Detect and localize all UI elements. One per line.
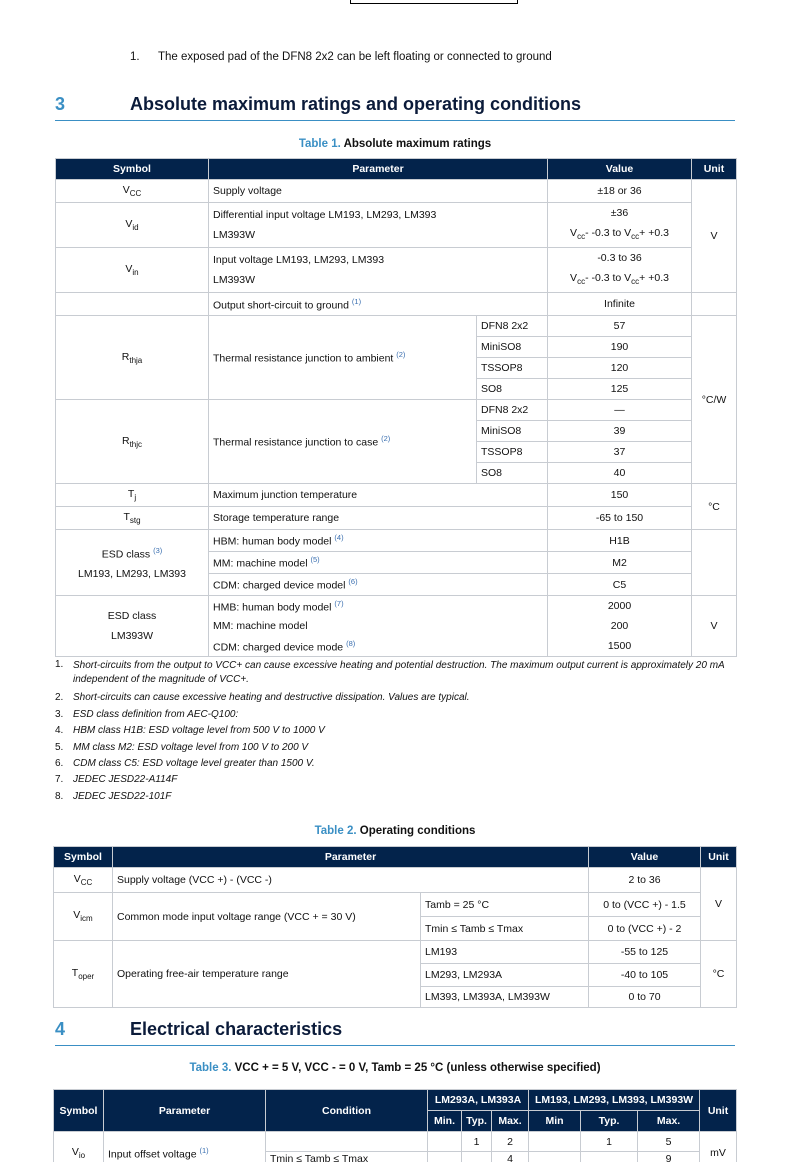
header-symbol: Symbol bbox=[56, 159, 209, 180]
unit: V bbox=[692, 596, 737, 657]
figure-note bbox=[130, 51, 552, 63]
symbol: $V_{id}$ bbox=[56, 203, 209, 248]
header-max: Max. bbox=[492, 1111, 529, 1132]
table-row bbox=[56, 484, 737, 507]
value: 190 bbox=[548, 337, 692, 358]
parameter: Supply voltage (VCC +) - (VCC -) bbox=[113, 868, 589, 893]
header-parameter: Parameter bbox=[104, 1090, 266, 1132]
table-header bbox=[54, 1090, 737, 1111]
value bbox=[428, 1152, 462, 1162]
value bbox=[462, 1152, 492, 1162]
value: ±36 $V_{cc}-$ -0.3 to $V_{cc}+ +0.3$ bbox=[548, 203, 692, 248]
table-header bbox=[56, 159, 737, 180]
parameter: Input voltage LM193, LM293, LM393 LM393W bbox=[209, 248, 548, 293]
unit: V bbox=[692, 180, 737, 293]
header-symbol: Symbol bbox=[54, 1090, 104, 1132]
symbol: $V_{icm}$ bbox=[54, 893, 113, 941]
value: 1 bbox=[581, 1132, 638, 1152]
value: -40 to 105 bbox=[589, 964, 701, 987]
parameter: CDM: charged device model $^{(6)}$ bbox=[209, 574, 548, 596]
operating-conditions-table bbox=[53, 846, 737, 1008]
value: 150 bbox=[548, 484, 692, 507]
parameter: MM: machine model $^{(5)}$ bbox=[209, 552, 548, 574]
symbol: ESD class $^{(3)}$ LM193, LM293, LM393 bbox=[56, 530, 209, 596]
value: ±18 or 36 bbox=[548, 180, 692, 203]
footnote: 6. CDM class C5: ESD voltage level greater than 1500 V. bbox=[55, 757, 315, 769]
value: 0 to 70 bbox=[589, 987, 701, 1008]
symbol: $V_{io}$ bbox=[54, 1132, 104, 1162]
unit: °C/W bbox=[692, 316, 737, 484]
value: C5 bbox=[548, 574, 692, 596]
figure-frame-edge bbox=[350, 0, 518, 4]
footnote: 4. HBM class H1B: ESD voltage level from 500 V to 1000 V bbox=[55, 725, 325, 737]
parameter: Common mode input voltage range (VCC + = 30 V) bbox=[113, 893, 421, 941]
symbol: $T_{oper}$ bbox=[54, 941, 113, 1008]
table-row bbox=[54, 868, 737, 893]
condition: LM293, LM293A bbox=[421, 964, 589, 987]
header-group-b: LM193, LM293, LM393, LM393W bbox=[529, 1090, 700, 1111]
note-text: The exposed pad of the DFN8 2x2 can be left floating or connected to ground bbox=[158, 51, 552, 63]
caption-label: Table 2. bbox=[314, 825, 357, 837]
caption-label: Table 1. bbox=[298, 138, 341, 150]
table-row bbox=[56, 180, 737, 203]
package: DFN8 2x2 bbox=[477, 400, 548, 421]
parameter: CDM: charged device mode $^{(8)}$ bbox=[209, 636, 548, 657]
table-row bbox=[56, 203, 737, 248]
unit: °C bbox=[692, 484, 737, 530]
section-title: Absolute maximum ratings and operating conditions bbox=[130, 94, 582, 114]
header-group-a: LM293A, LM393A bbox=[428, 1090, 529, 1111]
value: 39 bbox=[548, 421, 692, 442]
value: 5 bbox=[638, 1132, 700, 1152]
footnote: 5. MM class M2: ESD voltage level from 100 V to 200 V bbox=[55, 741, 309, 753]
table-row bbox=[56, 316, 737, 337]
value: 4 bbox=[492, 1152, 529, 1162]
value: -65 to 150 bbox=[548, 507, 692, 530]
package: MiniSO8 bbox=[477, 337, 548, 358]
value: 2000 bbox=[548, 596, 692, 617]
symbol: $R_{thjc}$ bbox=[56, 400, 209, 484]
symbol: $T_{stg}$ bbox=[56, 507, 209, 530]
symbol: $T_j$ bbox=[56, 484, 209, 507]
value: 120 bbox=[548, 358, 692, 379]
header-value: Value bbox=[589, 847, 701, 868]
parameter: Thermal resistance junction to case $^{(2)}$ bbox=[209, 400, 477, 484]
symbol bbox=[56, 293, 209, 316]
header-symbol: Symbol bbox=[54, 847, 113, 868]
header-unit: Unit bbox=[700, 1090, 737, 1132]
table-row bbox=[54, 893, 737, 917]
value bbox=[529, 1152, 581, 1162]
caption-label: Table 3. bbox=[189, 1062, 232, 1074]
parameter: MM: machine model bbox=[209, 616, 548, 636]
package: MiniSO8 bbox=[477, 421, 548, 442]
package: SO8 bbox=[477, 463, 548, 484]
footnote: 1. Short-circuits from the output to VCC+ can cause excessive heating and potential destruction. The maximum output current is approximately 20 mA independent of the magnitude of VCC+. bbox=[55, 659, 725, 685]
condition: LM393, LM393A, LM393W bbox=[421, 987, 589, 1008]
header-parameter: Parameter bbox=[113, 847, 589, 868]
table-row bbox=[56, 530, 737, 552]
table-3-caption bbox=[0, 1062, 790, 1074]
symbol: $V_{in}$ bbox=[56, 248, 209, 293]
symbol: ESD class LM393W bbox=[56, 596, 209, 657]
value bbox=[529, 1132, 581, 1152]
condition: LM193 bbox=[421, 941, 589, 964]
condition: Tmin ≤ Tamb ≤ Tmax bbox=[266, 1152, 428, 1162]
footnote: 7. JEDEC JESD22-A114F bbox=[55, 774, 178, 786]
parameter: Maximum junction temperature bbox=[209, 484, 548, 507]
header-typ: Typ. bbox=[581, 1111, 638, 1132]
header-max: Max. bbox=[638, 1111, 700, 1132]
footnote: 3. ESD class definition from AEC-Q100: bbox=[55, 708, 239, 720]
value: 1 bbox=[462, 1132, 492, 1152]
section-number: 3 bbox=[55, 94, 66, 114]
header-unit: Unit bbox=[692, 159, 737, 180]
value: 0 to (VCC +) - 2 bbox=[589, 917, 701, 941]
parameter: HBM: human body model $^{(4)}$ bbox=[209, 530, 548, 552]
condition bbox=[266, 1132, 428, 1152]
package: TSSOP8 bbox=[477, 358, 548, 379]
parameter: Input offset voltage $^{(1)}$ bbox=[104, 1132, 266, 1162]
parameter: Storage temperature range bbox=[209, 507, 548, 530]
value: — bbox=[548, 400, 692, 421]
value: 125 bbox=[548, 379, 692, 400]
parameter: Operating free-air temperature range bbox=[113, 941, 421, 1008]
header-unit: Unit bbox=[701, 847, 737, 868]
section-title: Electrical characteristics bbox=[130, 1019, 343, 1039]
table-row bbox=[56, 507, 737, 530]
table-1-footnotes bbox=[55, 659, 745, 807]
value bbox=[581, 1152, 638, 1162]
value: 40 bbox=[548, 463, 692, 484]
parameter: Output short-circuit to ground $^{(1)}$ bbox=[209, 293, 548, 316]
unit: mV bbox=[700, 1132, 737, 1162]
table-row bbox=[56, 596, 737, 617]
header-parameter: Parameter bbox=[209, 159, 548, 180]
symbol: $R_{thja}$ bbox=[56, 316, 209, 400]
value: 37 bbox=[548, 442, 692, 463]
unit: °C bbox=[701, 941, 737, 1008]
section-3-heading bbox=[55, 92, 735, 121]
parameter: Differential input voltage LM193, LM293, LM393 LM393W bbox=[209, 203, 548, 248]
value: 1500 bbox=[548, 636, 692, 657]
unit bbox=[692, 293, 737, 316]
caption-title: Absolute maximum ratings bbox=[343, 138, 492, 150]
value: 0 to (VCC +) - 1.5 bbox=[589, 893, 701, 917]
absolute-max-ratings-table bbox=[55, 158, 737, 657]
package: SO8 bbox=[477, 379, 548, 400]
unit bbox=[692, 530, 737, 596]
table-row bbox=[56, 248, 737, 293]
header-min: Min. bbox=[428, 1111, 462, 1132]
section-number: 4 bbox=[55, 1019, 66, 1039]
unit: V bbox=[701, 868, 737, 941]
value: M2 bbox=[548, 552, 692, 574]
value: 2 bbox=[492, 1132, 529, 1152]
value: Infinite bbox=[548, 293, 692, 316]
footnote: 8. JEDEC JESD22-101F bbox=[55, 790, 172, 802]
table-row bbox=[54, 941, 737, 964]
condition: Tamb = 25 °C bbox=[421, 893, 589, 917]
table-row bbox=[54, 1132, 737, 1152]
caption-title: VCC + = 5 V, VCC - = 0 V, Tamb = 25 °C (unless otherwise specified) bbox=[234, 1062, 601, 1074]
header-min: Min bbox=[529, 1111, 581, 1132]
symbol: $V_{CC}$ bbox=[56, 180, 209, 203]
value: 57 bbox=[548, 316, 692, 337]
footnote: 2. Short-circuits can cause excessive heating and destructive dissipation. Values are typical. bbox=[55, 692, 470, 704]
header-value: Value bbox=[548, 159, 692, 180]
table-1-caption bbox=[0, 138, 790, 150]
symbol: $V_{CC}$ bbox=[54, 868, 113, 893]
table-header bbox=[54, 847, 737, 868]
header-condition: Condition bbox=[266, 1090, 428, 1132]
header-typ: Typ. bbox=[462, 1111, 492, 1132]
value: 9 bbox=[638, 1152, 700, 1162]
value: 2 to 36 bbox=[589, 868, 701, 893]
value: 200 bbox=[548, 616, 692, 636]
package: TSSOP8 bbox=[477, 442, 548, 463]
table-row bbox=[56, 400, 737, 421]
parameter: HMB: human body model $^{(7)}$ bbox=[209, 596, 548, 617]
table-row bbox=[56, 293, 737, 316]
table-2-caption bbox=[0, 825, 790, 837]
parameter: Supply voltage bbox=[209, 180, 548, 203]
package: DFN8 2x2 bbox=[477, 316, 548, 337]
value: -0.3 to 36 $V_{cc}-$ -0.3 to $V_{cc}+ +0.3$ bbox=[548, 248, 692, 293]
caption-title: Operating conditions bbox=[359, 825, 476, 837]
value: -55 to 125 bbox=[589, 941, 701, 964]
condition: Tmin ≤ Tamb ≤ Tmax bbox=[421, 917, 589, 941]
note-number: 1. bbox=[130, 51, 140, 63]
value: H1B bbox=[548, 530, 692, 552]
value bbox=[428, 1132, 462, 1152]
section-4-heading bbox=[55, 1017, 735, 1046]
electrical-characteristics-table bbox=[53, 1089, 737, 1162]
parameter: Thermal resistance junction to ambient $^{(2)}$ bbox=[209, 316, 477, 400]
